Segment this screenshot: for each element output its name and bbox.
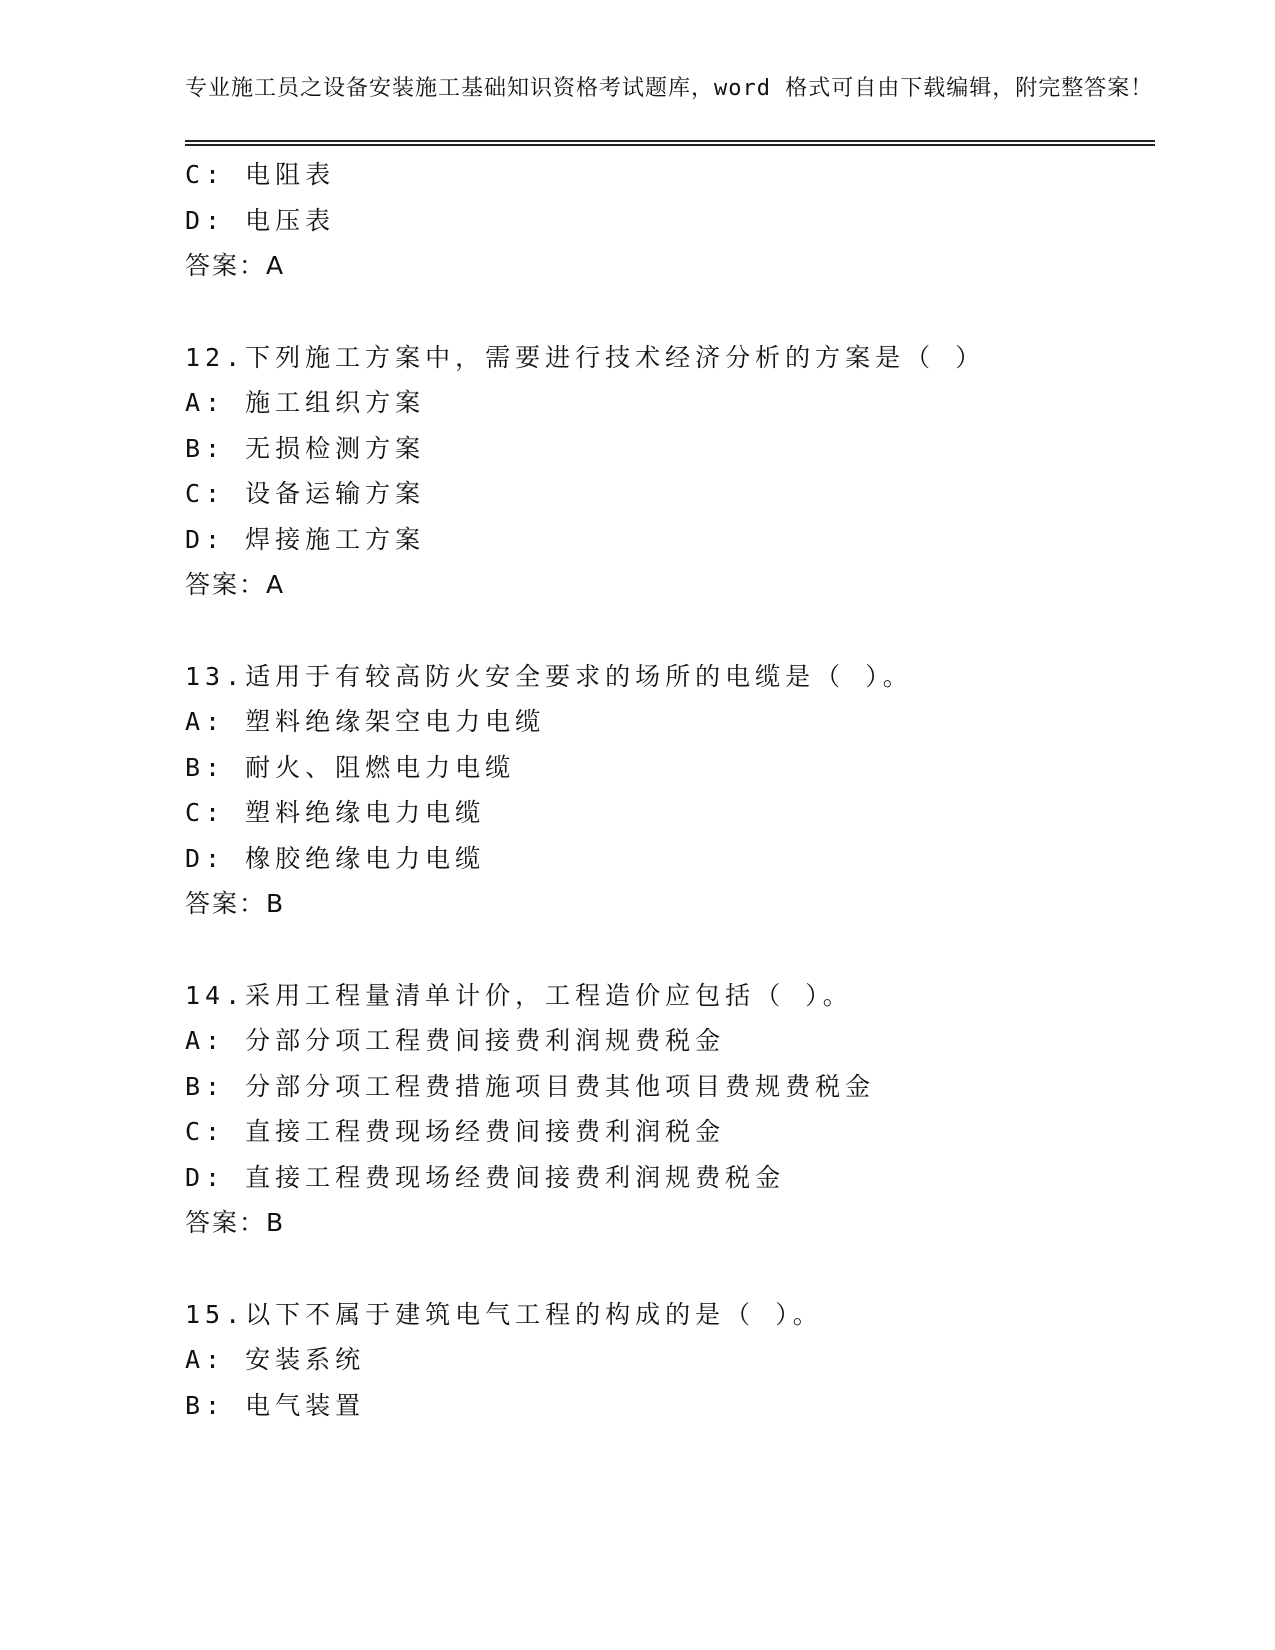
option-c: C: 电阻表 xyxy=(185,160,336,189)
option-d: D: 直接工程费现场经费间接费利润规费税金 xyxy=(185,1162,786,1192)
option-d: D: 焊接施工方案 xyxy=(185,524,426,554)
option-b: B: 电气装置 xyxy=(185,1390,366,1420)
option-b: B: 分部分项工程费措施项目费其他项目费规费税金 xyxy=(185,1071,876,1101)
answer: 答案：B xyxy=(185,889,286,918)
document-page xyxy=(185,72,1155,1428)
option-d: D: 电压表 xyxy=(185,205,336,235)
option-d: D: 橡胶绝缘电力电缆 xyxy=(185,843,486,873)
option-a: A: 施工组织方案 xyxy=(185,388,426,417)
option-a: A: 安装系统 xyxy=(185,1345,366,1374)
answer: 答案：A xyxy=(185,251,286,280)
header-rule-top xyxy=(185,140,1155,142)
answer: 答案：A xyxy=(185,570,286,599)
option-c: C: 直接工程费现场经费间接费利润税金 xyxy=(185,1117,726,1146)
option-a: A: 塑料绝缘架空电力电缆 xyxy=(185,707,546,736)
question-13: 13.适用于有较高防火安全要求的场所的电缆是（ ）。 xyxy=(185,661,913,691)
question-14: 14.采用工程量清单计价，工程造价应包括（ ）。 xyxy=(185,980,853,1010)
question-12: 12.下列施工方案中，需要进行技术经济分析的方案是（ ） xyxy=(185,342,986,372)
question-list xyxy=(185,152,1155,1428)
option-c: C: 设备运输方案 xyxy=(185,479,426,508)
answer: 答案：B xyxy=(185,1208,286,1237)
option-b: B: 无损检测方案 xyxy=(185,433,426,463)
option-b: B: 耐火、阻燃电力电缆 xyxy=(185,752,516,782)
header-double-rule xyxy=(185,140,1155,146)
option-a: A: 分部分项工程费间接费利润规费税金 xyxy=(185,1026,726,1055)
document-header: 专业施工员之设备安装施工基础知识资格考试题库，word 格式可自由下载编辑，附完整答案！ xyxy=(185,76,1154,101)
option-c: C: 塑料绝缘电力电缆 xyxy=(185,798,486,827)
question-15: 15.以下不属于建筑电气工程的构成的是（ ）。 xyxy=(185,1299,823,1329)
header-rule-bottom xyxy=(185,144,1155,146)
